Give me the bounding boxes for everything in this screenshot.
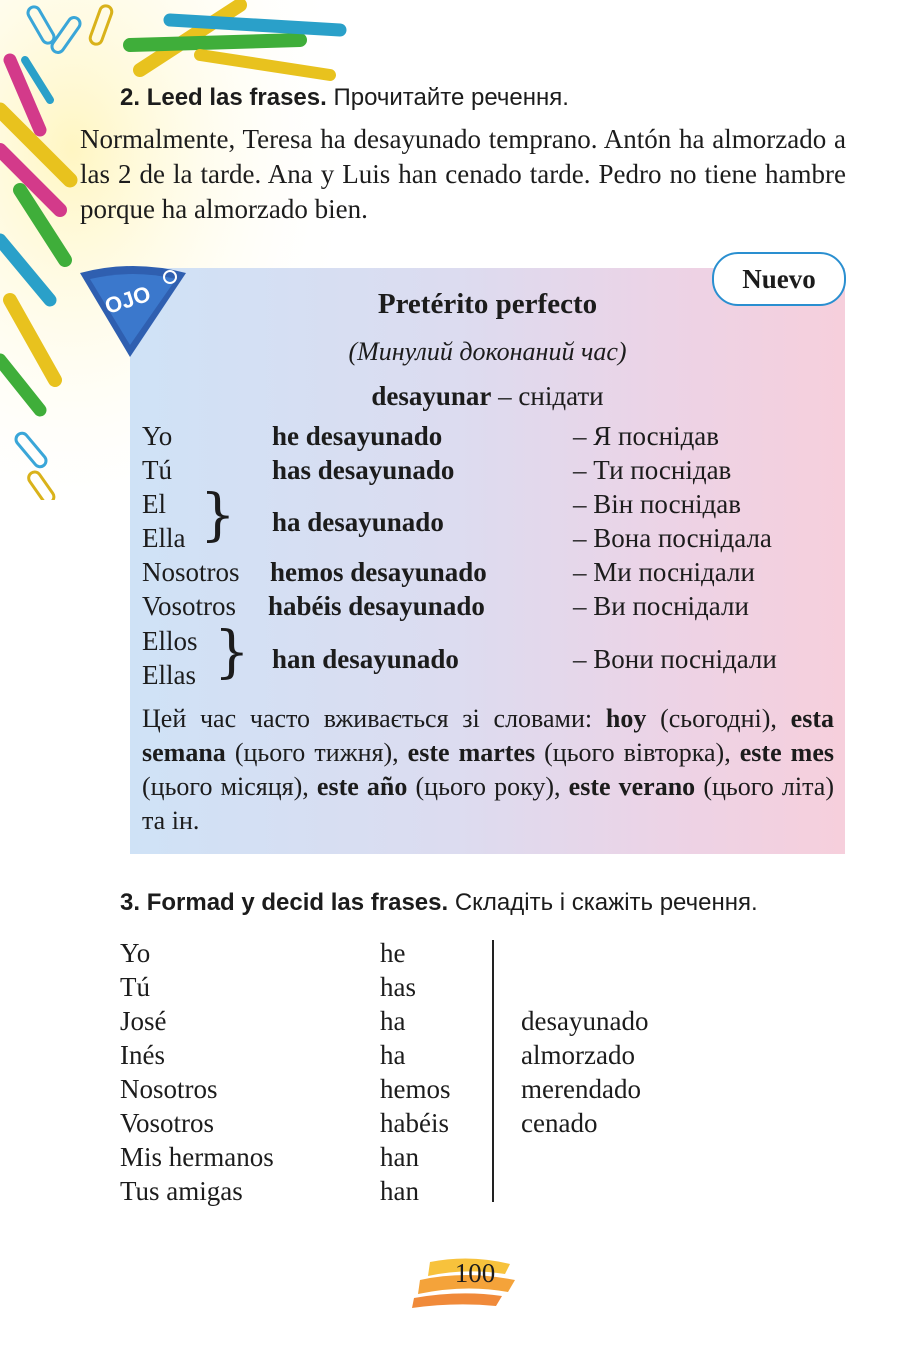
task-3-title-es: Formad y decid las frases. xyxy=(146,889,449,916)
brace-el-ella: } xyxy=(200,483,236,548)
usage-text: (цього літа) та ін. xyxy=(142,772,834,835)
subject-item: Tus amigas xyxy=(120,1176,243,1206)
auxiliary-item: han xyxy=(380,1142,419,1172)
usage-text: (цього року), xyxy=(407,772,569,801)
pronoun-el: El xyxy=(142,489,166,519)
subject-item: Nosotros xyxy=(120,1074,218,1104)
grammar-title: Pretérito perfecto xyxy=(377,288,598,320)
brace-ellos-ellas: } xyxy=(214,620,250,685)
pronoun-ellos: Ellos xyxy=(142,626,198,656)
auxiliary-item: ha xyxy=(380,1006,406,1036)
pronoun-ellas: Ellas xyxy=(142,660,196,690)
pronoun-ella: Ella xyxy=(142,523,186,553)
participles-column xyxy=(521,1004,648,1140)
auxiliary-item: he xyxy=(380,938,406,968)
auxiliary-item: hemos xyxy=(380,1074,451,1104)
subject-item: Yo xyxy=(120,938,151,968)
usage-text: (цього місяця), xyxy=(142,772,317,801)
translation-ella: – Вона поснідала xyxy=(573,523,772,553)
task-3-number: 3. xyxy=(120,889,141,916)
subject-item: Mis hermanos xyxy=(120,1142,274,1172)
translation-tu: – Ти поснідав xyxy=(573,455,732,485)
auxiliary-item: han xyxy=(380,1176,419,1206)
task-2-title-es: Leed las frases. xyxy=(146,84,327,111)
usage-text: (сьогодні), xyxy=(646,704,791,733)
form-ellos-ellas: han desayunado xyxy=(272,644,459,674)
translation-vosotros: – Ви поснідали xyxy=(573,591,749,621)
auxiliary-item: ha xyxy=(380,1040,406,1070)
participle-item: cenado xyxy=(521,1108,598,1138)
pronoun-tu: Tú xyxy=(142,455,172,485)
column-divider xyxy=(492,940,494,1202)
translation-nosotros: – Ми поснідали xyxy=(573,557,755,587)
translation-yo: – Я поснідав xyxy=(573,421,720,451)
verb-infinitive: desayunar xyxy=(371,381,492,411)
usage-keyword: este martes xyxy=(407,738,536,767)
task-2-number: 2. xyxy=(120,84,141,111)
grammar-subtitle: (Минулий доконаний час) xyxy=(348,337,627,366)
usage-keyword: hoy xyxy=(605,704,647,733)
usage-text: Цей час часто вживається зі словами: xyxy=(142,704,606,733)
form-el-ella: ha desayunado xyxy=(272,507,444,537)
pronoun-vosotros: Vosotros xyxy=(142,591,237,621)
usage-keyword: este año xyxy=(316,772,408,801)
intro-paragraph: Normalmente, Teresa ha desayunado temprano. Antón ha almorzado a las 2 de la tarde. Ana y Luis han cenado tarde. Pedro no tiene hambre porque ha almorzado bien. xyxy=(80,124,846,224)
pronoun-yo: Yo xyxy=(142,421,173,451)
usage-keyword: este mes xyxy=(739,738,834,767)
auxiliary-item: habéis xyxy=(380,1108,449,1138)
usage-keyword: esta semana xyxy=(142,704,834,767)
form-yo: he desayunado xyxy=(272,421,443,451)
usage-note xyxy=(142,702,834,838)
task-3-title-uk: Складіть і скажіть речення. xyxy=(454,889,758,916)
subject-item: Inés xyxy=(120,1040,165,1070)
form-nosotros: hemos desayunado xyxy=(270,557,487,587)
participle-item: desayunado xyxy=(521,1006,649,1036)
usage-keyword: este verano xyxy=(568,772,696,801)
subject-item: Tú xyxy=(120,972,150,1002)
usage-text: (цього вівторка), xyxy=(535,738,740,767)
auxiliary-item: has xyxy=(380,972,416,1002)
verb-line xyxy=(130,381,845,412)
subject-item: José xyxy=(120,1006,167,1036)
auxiliaries-column xyxy=(380,936,451,1208)
translation-el: – Він поснідав xyxy=(573,489,741,519)
form-tu: has desayunado xyxy=(272,455,455,485)
translation-ellos-ellas: – Вони поснідали xyxy=(573,644,777,674)
usage-text: (цього тижня), xyxy=(225,738,408,767)
verb-translation: – снідати xyxy=(498,381,604,411)
nuevo-badge: Nuevo xyxy=(712,252,846,306)
task-2-title-uk: Прочитайте речення. xyxy=(333,84,569,111)
page-number: 100 xyxy=(454,1258,496,1288)
form-vosotros: habéis desayunado xyxy=(268,591,485,621)
ojo-label: OJO xyxy=(101,280,154,319)
task-3-title xyxy=(120,889,758,917)
subject-item: Vosotros xyxy=(120,1108,215,1138)
task-2-title xyxy=(120,84,569,112)
subjects-column xyxy=(120,936,274,1208)
participle-item: almorzado xyxy=(521,1040,635,1070)
pronoun-nosotros: Nosotros xyxy=(142,557,240,587)
participle-item: merendado xyxy=(521,1074,641,1104)
